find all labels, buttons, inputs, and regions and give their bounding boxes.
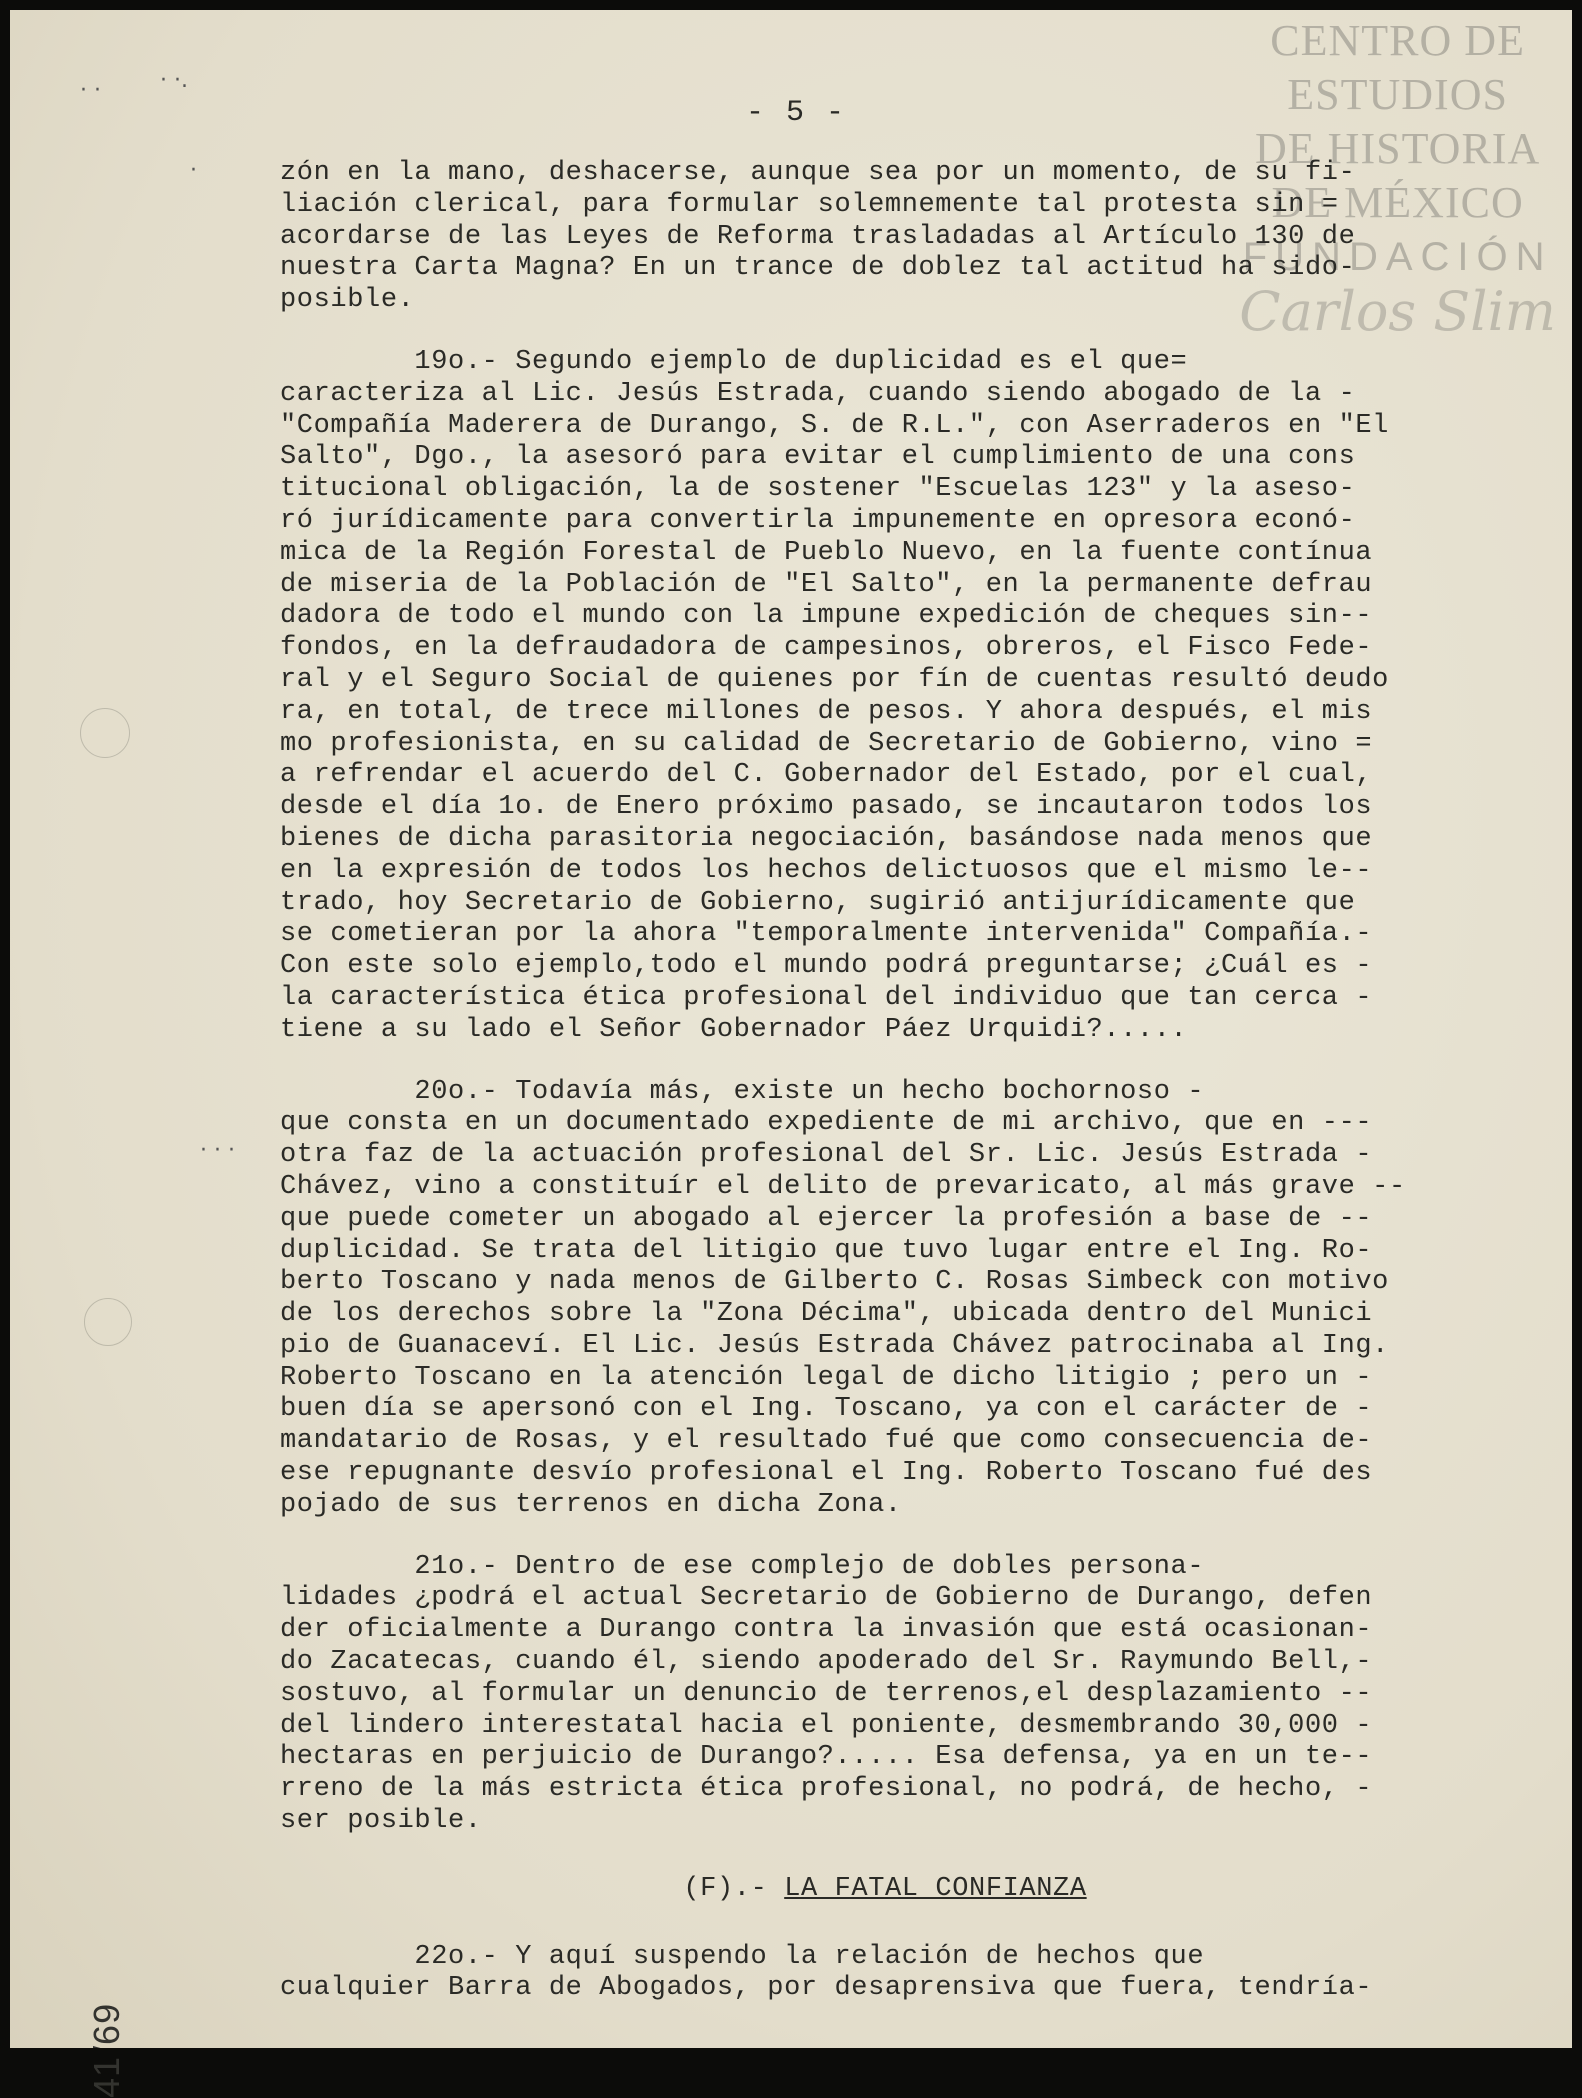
document-sheet	[10, 8, 1576, 2098]
text-line: ser posible.	[280, 1806, 482, 1837]
punch-hole	[84, 1298, 132, 1346]
text-line: zón en la mano, deshacerse, aunque sea por un momento, de su fi-	[280, 158, 1356, 188]
paragraph-gap	[280, 1047, 1530, 1077]
text-line: se cometieran por la ahora "temporalmente intervenida" Compañía.-	[280, 919, 1373, 950]
text-line: 22o.- Y aquí suspendo la relación de hechos que	[280, 1941, 1205, 1972]
paragraph	[280, 158, 1530, 317]
text-line: ese repugnante desvío profesional el Ing. Roberto Toscano fué des	[280, 1458, 1373, 1489]
text-line: la característica ética profesional del individuo que tan cerca -	[280, 982, 1373, 1013]
watermark-line: DE HISTORIA	[1255, 124, 1541, 173]
text-line: lidades ¿podrá el actual Secretario de Gobierno de Durango, defen	[280, 1583, 1373, 1614]
typed-body	[280, 158, 1530, 2005]
final-paragraph	[280, 1942, 1530, 2006]
text-line: a refrendar el acuerdo del C. Gobernador del Estado, por el cual,	[280, 760, 1373, 791]
text-line: acordarse de las Leyes de Reforma trasladadas al Artículo 130 de	[280, 221, 1356, 252]
paragraph	[280, 1552, 1530, 1838]
text-line: do Zacatecas, cuando él, siendo apoderado del Sr. Raymundo Bell,-	[280, 1647, 1373, 1678]
text-line: cualquier Barra de Abogados, por desaprensiva que fuera, tendría-	[280, 1973, 1373, 2004]
heading-title: LA FATAL CONFIANZA	[784, 1873, 1087, 1904]
text-line: tiene a su lado el Señor Gobernador Páez Urquidi?.....	[280, 1014, 1188, 1045]
text-line: mica de la Región Forestal de Pueblo Nuevo, en la fuente contínua	[280, 537, 1373, 568]
text-line: hectaras en perjuicio de Durango?..... Esa defensa, ya en un te--	[280, 1742, 1373, 1773]
text-line: fondos, en la defraudadora de campesinos, obreros, el Fisco Fede-	[280, 633, 1373, 664]
text-line: der oficialmente a Durango contra la invasión que está ocasionan-	[280, 1615, 1373, 1646]
text-line: Roberto Toscano en la atención legal de dicho litigio ; pero un -	[280, 1362, 1373, 1393]
text-line: ra, en total, de trece millones de pesos. Y ahora después, el mis	[280, 696, 1373, 727]
text-line: pojado de sus terrenos en dicha Zona.	[280, 1489, 902, 1520]
text-line: en la expresión de todos los hechos delictuosos que el mismo le--	[280, 855, 1373, 886]
text-line: liación clerical, para formular solemnemente tal protesta sin =	[280, 189, 1339, 220]
watermark-line: DE MÉXICO	[1271, 178, 1524, 227]
text-line: ral y el Seguro Social de quienes por fín de cuentas resultó deudo	[280, 664, 1389, 695]
text-line: dadora de todo el mundo con la impune expedición de cheques sin--	[280, 601, 1373, 632]
text-line: 21o.- Dentro de ese complejo de dobles persona-	[280, 1551, 1205, 1582]
speck-marks: ·	[190, 158, 197, 183]
speck-marks: · ·	[80, 78, 101, 103]
text-line: mo profesionista, en su calidad de Secretario de Gobierno, vino =	[280, 728, 1373, 759]
paragraph-gap	[280, 1906, 1530, 1942]
page-number: - 5 -	[746, 96, 847, 130]
text-line: berto Toscano y nada menos de Gilberto C. Rosas Simbeck con motivo	[280, 1267, 1389, 1298]
text-line: posible.	[280, 285, 415, 316]
text-line: titucional obligación, la de sostener "Escuelas 123" y la aseso-	[280, 474, 1356, 505]
text-line: mandatario de Rosas, y el resultado fué que como consecuencia de-	[280, 1426, 1373, 1457]
text-line: nuestra Carta Magna? En un trance de doblez tal actitud ha sido-	[280, 253, 1356, 284]
text-line: Salto", Dgo., la asesoró para evitar el cumplimiento de una cons	[280, 442, 1356, 473]
text-line: caracteriza al Lic. Jesús Estrada, cuando siendo abogado de la -	[280, 378, 1356, 409]
text-line: de miseria de la Población de "El Salto", en la permanente defrau	[280, 569, 1373, 600]
text-line: 19o.- Segundo ejemplo de duplicidad es el que=	[280, 346, 1188, 377]
text-line: duplicidad. Se trata del litigio que tuvo lugar entre el Ing. Ro-	[280, 1235, 1373, 1266]
text-line: buen día se apersonó con el Ing. Toscano, ya con el carácter de -	[280, 1394, 1373, 1425]
text-line: ró jurídicamente para convertirla impunemente en opresora econó-	[280, 505, 1356, 536]
text-line: 20o.- Todavía más, existe un hecho bochornoso -	[280, 1076, 1205, 1107]
paragraph-gap	[280, 1838, 1530, 1874]
text-line: sostuvo, al formular un denuncio de terrenos,el desplazamiento --	[280, 1678, 1373, 1709]
speck-marks: · · ·	[200, 1138, 235, 1163]
text-line: Chávez, vino a constituír el delito de prevaricato, al más grave --	[280, 1171, 1406, 1202]
text-line: Con este solo ejemplo,todo el mundo podrá preguntarse; ¿Cuál es -	[280, 951, 1373, 982]
speck-marks: · ·.	[160, 68, 188, 93]
paragraph-gap	[280, 317, 1530, 347]
text-line: que puede cometer un abogado al ejercer la profesión a base de --	[280, 1203, 1373, 1234]
text-line: rreno de la más estricta ética profesional, no podrá, de hecho, -	[280, 1774, 1373, 1805]
section-heading	[280, 1874, 1530, 1906]
text-line: trado, hoy Secretario de Gobierno, sugirió antijurídicamente que	[280, 887, 1356, 918]
watermark-line: CENTRO DE	[1270, 16, 1525, 65]
heading-prefix: (F).-	[683, 1873, 785, 1904]
heading-line	[280, 1874, 1530, 1906]
text-line: de los derechos sobre la "Zona Décima", ubicada dentro del Munici	[280, 1299, 1373, 1330]
text-line: desde el día 1o. de Enero próximo pasado, se incautaron todos los	[280, 792, 1373, 823]
watermark-line: ESTUDIOS	[1287, 70, 1508, 119]
text-line: "Compañía Maderera de Durango, S. de R.L.", con Aserraderos en "El	[280, 410, 1389, 441]
text-line: bienes de dicha parasitoria negociación, basándose nada menos que	[280, 823, 1373, 854]
paragraph-gap	[280, 1522, 1530, 1552]
text-line: del lindero interestatal hacia el poniente, desmembrando 30,000 -	[280, 1710, 1373, 1741]
text-line: que consta en un documentado expediente de mi archivo, que en ---	[280, 1108, 1373, 1139]
punch-hole	[80, 708, 130, 758]
paragraphs	[280, 158, 1530, 2005]
watermark-signature: Carlos Slim	[1239, 280, 1556, 343]
paragraph	[280, 347, 1530, 1047]
watermark-foundation: FUNDACIÓN	[1242, 235, 1553, 279]
text-line: otra faz de la actuación profesional del Sr. Lic. Jesús Estrada -	[280, 1140, 1373, 1171]
text-line: pio de Guanaceví. El Lic. Jesús Estrada Chávez patrocinaba al Ing.	[280, 1330, 1389, 1361]
paragraph	[280, 1077, 1530, 1522]
margin-note: 41/69	[86, 2002, 127, 2098]
